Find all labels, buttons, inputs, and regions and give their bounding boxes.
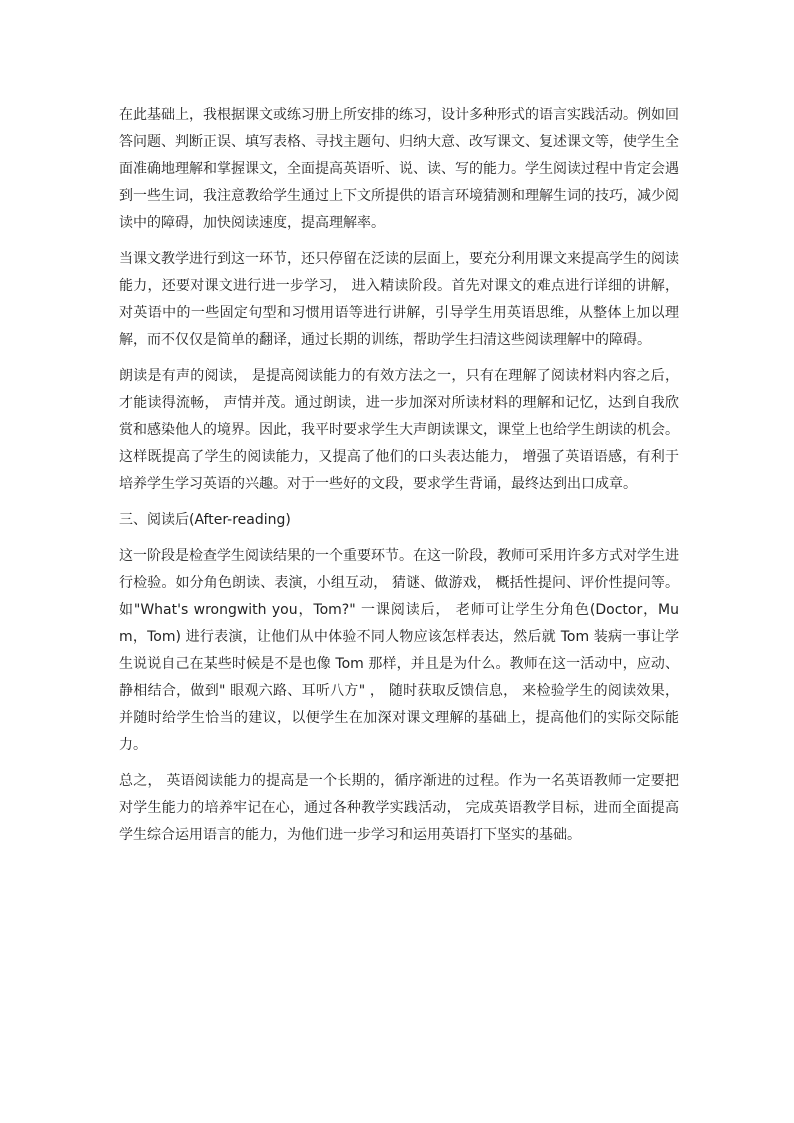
document-body	[119, 102, 679, 858]
paragraph-intensive-reading: 当课文教学进行到这一环节，还只停留在泛读的层面上，要充分利用课文来提高学生的阅读能力，还要对课文进行进一步学习， 进入精读阶段。首先对课文的难点进行详细的讲解，对英语中的一些固定句型和习惯用语等进行讲解，引导学生用英语思维，从整体上加以理解，而不仅仅是简单的翻译，通过长期的训练，帮助学生扫清这些阅读理解中的障碍。	[119, 251, 679, 348]
paragraph-reading-aloud: 朗读是有声的阅读， 是提高阅读能力的有效方法之一，只有在理解了阅读材料内容之后，才能读得流畅， 声情并茂。通过朗读，进一步加深对所读材料的理解和记忆，达到自我欣赏和感染他人的境界。因此，我平时要求学生大声朗读课文，课堂上也给学生朗读的机会。这样既提高了学生的阅读能力，又提高了他们的口头表达能力， 增强了英语语感，有利于培养学生学习英语的兴趣。对于一些好的文段，要求学生背诵，最终达到出口成章。	[119, 368, 679, 492]
paragraph-conclusion: 总之， 英语阅读能力的提高是一个长期的，循序渐进的过程。作为一名英语教师一定要把对学生能力的培养牢记在心，通过各种教学实践活动， 完成英语教学目标，进而全面提高学生综合运用语言的能力，为他们进一步学习和运用英语打下坚实的基础。	[119, 773, 679, 843]
section-heading-after-reading: 三、阅读后(After-reading)	[119, 512, 291, 528]
paragraph-practice-activities: 在此基础上，我根据课文或练习册上所安排的练习，设计多种形式的语言实践活动。例如回答问题、判断正误、填写表格、寻找主题句、归纳大意、改写课文、复述课文等，使学生全面准确地理解和掌握课文，全面提高英语听、说、读、写的能力。学生阅读过程中肯定会遇到一些生词，我注意教给学生通过上下文所提供的语言环境猜测和理解生词的技巧，减少阅读中的障碍，加快阅读速度，提高理解率。	[119, 107, 679, 231]
paragraph-after-reading-check: 这一阶段是检查学生阅读结果的一个重要环节。在这一阶段，教师可采用许多方式对学生进行检验。如分角色朗读、表演，小组互动， 猜谜、做游戏， 概括性提问、评价性提问等。如"What's wrongwith you，Tom?" 一课阅读后， 老师可让学生分角色(Doctor，Mum，Tom) 进行表演，让他们从中体验不同人物应该怎样表达，然后就 Tom 装病一事让学生说说自己在某些时候是不是也像 Tom 那样，并且是为什么。教师在这一活动中，应动、静相结合，做到" 眼观六路、耳听八方" ， 随时获取反馈信息， 来检验学生的阅读效果，并随时给学生恰当的建议，以便学生在加深对课文理解的基础上，提高他们的实际交际能力。	[119, 548, 679, 753]
